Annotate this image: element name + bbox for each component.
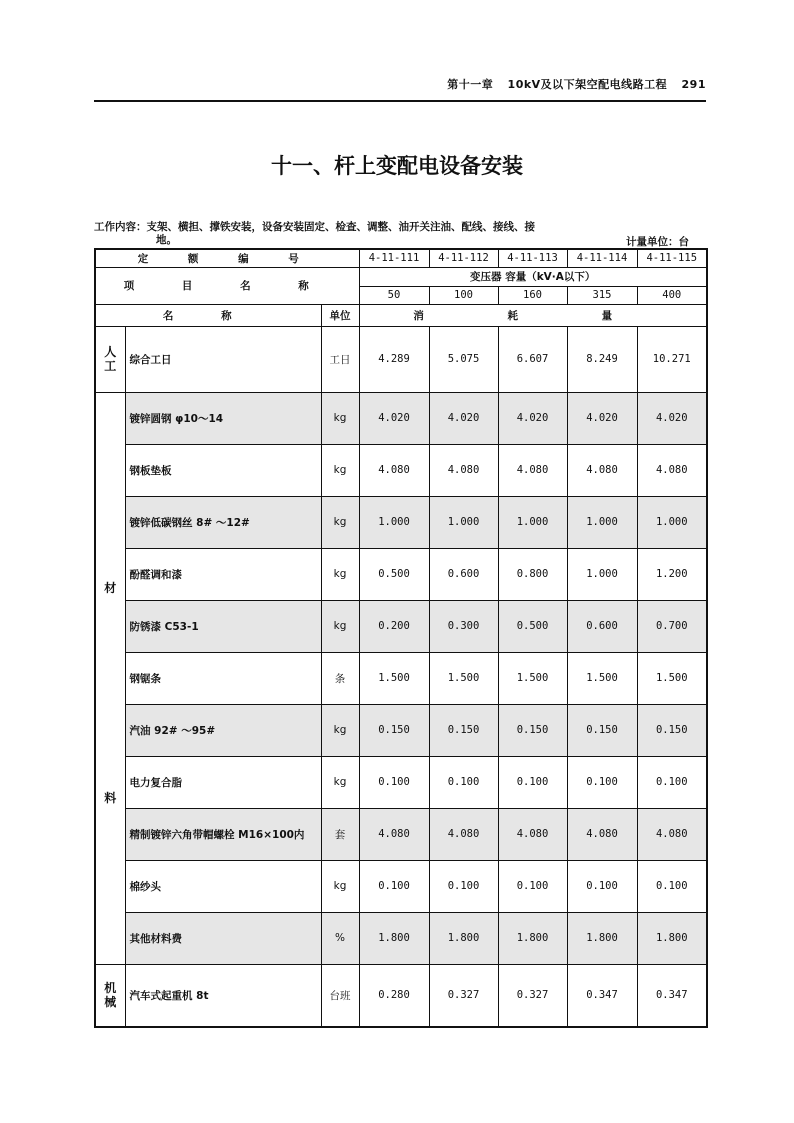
item-name: 电力复合脂 (125, 756, 321, 808)
item-value: 4.289 (359, 326, 429, 392)
item-value: 4.080 (359, 444, 429, 496)
item-value: 4.020 (359, 392, 429, 444)
item-name: 镀锌圆钢 φ10～14 (125, 392, 321, 444)
item-value: 0.150 (359, 704, 429, 756)
item-value: 1.500 (429, 652, 498, 704)
table-row (95, 860, 707, 912)
item-value: 0.800 (498, 548, 567, 600)
item-value: 4.080 (429, 808, 498, 860)
item-value: 1.000 (567, 496, 637, 548)
column-header-row (95, 304, 707, 326)
item-unit: kg (321, 548, 359, 600)
item-value: 4.020 (567, 392, 637, 444)
category-label: 人工 (104, 345, 117, 373)
item-value: 0.100 (567, 756, 637, 808)
item-unit: kg (321, 860, 359, 912)
item-name: 钢板垫板 (125, 444, 321, 496)
capacity-label: 变压器 容量（kV·A以下） (359, 267, 707, 286)
item-name: 酚醛调和漆 (125, 548, 321, 600)
item-value: 4.080 (498, 444, 567, 496)
item-name: 镀锌低碳钢丝 8# ～12# (125, 496, 321, 548)
quota-code: 4-11-114 (567, 249, 637, 267)
col-name-header: 名 称 (95, 304, 321, 326)
col-consumption-header: 消 耗 量 (359, 304, 707, 326)
item-value: 0.347 (567, 964, 637, 1027)
item-value: 0.100 (637, 860, 707, 912)
item-value: 4.080 (567, 444, 637, 496)
category-label-bottom: 料 (104, 790, 117, 805)
capacity-header-row (95, 267, 707, 286)
work-content-line-2: 地。 (156, 234, 177, 246)
item-unit: 条 (321, 652, 359, 704)
measurement-unit: 计量单位：台 (626, 236, 689, 248)
capacity-value: 100 (429, 286, 498, 304)
category-cell (95, 964, 125, 1027)
item-unit: kg (321, 496, 359, 548)
table-row (95, 444, 707, 496)
item-value: 1.800 (567, 912, 637, 964)
item-value: 0.327 (498, 964, 567, 1027)
item-unit: 台班 (321, 964, 359, 1027)
item-value: 1.000 (498, 496, 567, 548)
item-value: 0.300 (429, 600, 498, 652)
item-value: 1.000 (637, 496, 707, 548)
item-unit: kg (321, 444, 359, 496)
category-cell (95, 392, 125, 964)
item-value: 0.100 (429, 756, 498, 808)
table-row (95, 756, 707, 808)
item-value: 1.500 (498, 652, 567, 704)
capacity-value: 315 (567, 286, 637, 304)
category-cell (95, 326, 125, 392)
running-head (437, 76, 706, 92)
item-name-label: 项 目 名 称 (95, 267, 359, 304)
item-value: 4.080 (498, 808, 567, 860)
item-value: 1.000 (567, 548, 637, 600)
item-value: 0.700 (637, 600, 707, 652)
item-value: 0.500 (498, 600, 567, 652)
item-value: 0.100 (498, 860, 567, 912)
item-value: 0.280 (359, 964, 429, 1027)
item-value: 0.100 (637, 756, 707, 808)
item-value: 6.607 (498, 326, 567, 392)
item-name: 其他材料费 (125, 912, 321, 964)
item-unit: kg (321, 704, 359, 756)
item-value: 0.327 (429, 964, 498, 1027)
item-value: 1.500 (567, 652, 637, 704)
quota-code: 4-11-112 (429, 249, 498, 267)
item-value: 0.150 (498, 704, 567, 756)
item-name: 钢锯条 (125, 652, 321, 704)
item-value: 1.000 (429, 496, 498, 548)
capacity-value: 400 (637, 286, 707, 304)
item-value: 0.150 (637, 704, 707, 756)
item-unit: kg (321, 392, 359, 444)
capacity-value: 160 (498, 286, 567, 304)
chapter-number: 第十一章 (447, 78, 494, 91)
chapter-title: 10kV及以下架空配电线路工程 (507, 78, 668, 91)
category-label: 机械 (104, 981, 117, 1010)
table-row (95, 652, 707, 704)
item-value: 5.075 (429, 326, 498, 392)
item-unit: kg (321, 600, 359, 652)
item-value: 8.249 (567, 326, 637, 392)
item-unit: 套 (321, 808, 359, 860)
item-value: 1.800 (498, 912, 567, 964)
item-value: 4.020 (637, 392, 707, 444)
section-title: 十一、杆上变配电设备安装 (271, 154, 523, 178)
quota-label: 定 额 编 号 (95, 249, 359, 267)
item-value: 4.020 (429, 392, 498, 444)
item-value: 1.500 (637, 652, 707, 704)
table-row (95, 964, 707, 1027)
page-header (94, 70, 706, 102)
item-value: 4.080 (359, 808, 429, 860)
item-name: 综合工日 (125, 326, 321, 392)
table-row (95, 912, 707, 964)
item-value: 10.271 (637, 326, 707, 392)
item-value: 4.080 (637, 444, 707, 496)
item-value: 0.500 (359, 548, 429, 600)
item-value: 0.150 (429, 704, 498, 756)
item-unit: % (321, 912, 359, 964)
quota-code-row (95, 249, 707, 267)
item-name: 汽车式起重机 8t (125, 964, 321, 1027)
table-row (95, 392, 707, 444)
item-value: 0.100 (359, 756, 429, 808)
category-label-top: 材 (104, 580, 117, 595)
item-value: 0.600 (567, 600, 637, 652)
table-row (95, 808, 707, 860)
item-value: 1.000 (359, 496, 429, 548)
item-value: 4.080 (567, 808, 637, 860)
table-row (95, 548, 707, 600)
item-unit: kg (321, 756, 359, 808)
item-value: 0.100 (429, 860, 498, 912)
item-value: 0.100 (498, 756, 567, 808)
capacity-value: 50 (359, 286, 429, 304)
item-value: 1.800 (637, 912, 707, 964)
item-value: 4.020 (498, 392, 567, 444)
table-row (95, 600, 707, 652)
item-unit: 工日 (321, 326, 359, 392)
item-value: 1.800 (359, 912, 429, 964)
item-name: 精制镀锌六角带帽螺栓 M16×100内 (125, 808, 321, 860)
item-value: 4.080 (429, 444, 498, 496)
item-value: 0.200 (359, 600, 429, 652)
quota-code: 4-11-113 (498, 249, 567, 267)
item-value: 0.150 (567, 704, 637, 756)
work-content (94, 221, 706, 247)
work-content-line-1: 工作内容：支架、横担、撑铁安装，设备安装固定、检查、调整、油开关注油、配线、接线、接 (94, 221, 535, 233)
page-number: 291 (681, 78, 706, 91)
item-value: 0.100 (359, 860, 429, 912)
table-row (95, 704, 707, 756)
table-row (95, 496, 707, 548)
item-name: 汽油 92# ～95# (125, 704, 321, 756)
quota-code: 4-11-111 (359, 249, 429, 267)
item-value: 0.600 (429, 548, 498, 600)
table-row (95, 326, 707, 392)
item-value: 1.500 (359, 652, 429, 704)
item-value: 0.347 (637, 964, 707, 1027)
quota-table (94, 248, 708, 1028)
item-name: 棉纱头 (125, 860, 321, 912)
item-value: 1.200 (637, 548, 707, 600)
item-value: 1.800 (429, 912, 498, 964)
item-value: 0.100 (567, 860, 637, 912)
item-name: 防锈漆 C53-1 (125, 600, 321, 652)
quota-code: 4-11-115 (637, 249, 707, 267)
col-unit-header: 单位 (321, 304, 359, 326)
item-value: 4.080 (637, 808, 707, 860)
